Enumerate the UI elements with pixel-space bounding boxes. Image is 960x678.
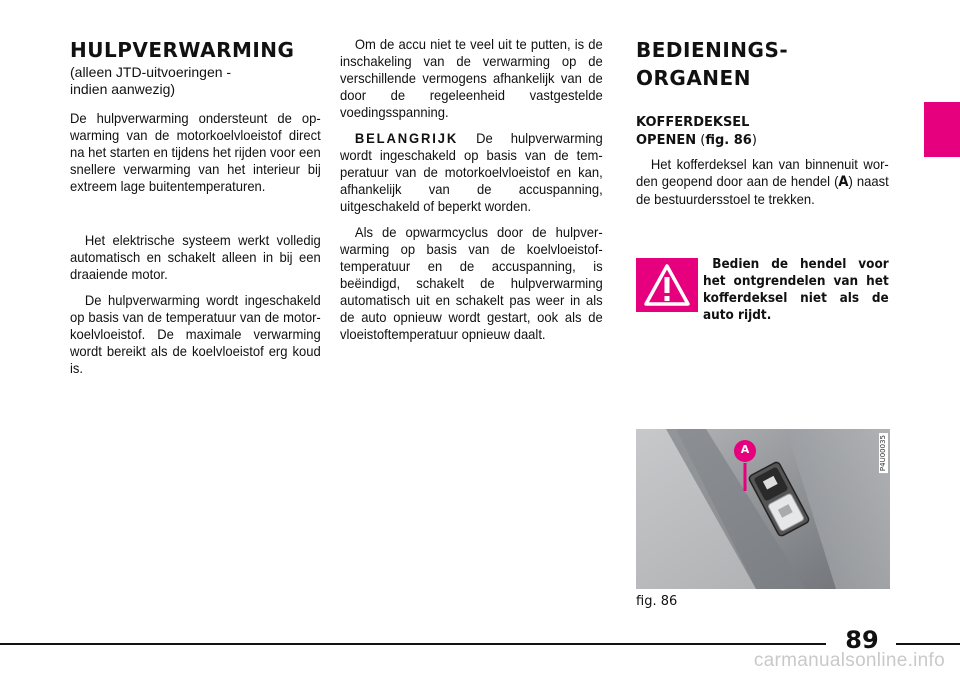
heading-line-1: BEDIENINGS- [636,38,789,62]
heading-subtitle [70,64,322,98]
fig-ref-close: ) [751,133,757,148]
paragraph: De hulpverwarming wordt ingeschakeld op basis van de temperatuur van de motor-koelvloeistof. De maximale verwarming wordt bereikt als de koelvloeistof erg koud is. [70,292,321,376]
heading-hulpverwarming: HULPVERWARMING [70,38,295,62]
subtitle-line-1: (alleen JTD-uitvoeringen - [70,64,232,80]
heading-bedieningsorganen [636,36,890,92]
right-column [636,36,890,217]
heading-line-2: ORGANEN [636,66,751,90]
belangrijk-paragraph [340,130,603,215]
watermark-text: carmanualsonline.info [753,650,945,671]
belangrijk-label: BELANGRIJK [354,130,459,146]
section-tab [924,102,960,157]
left-column [70,36,322,386]
warning-text: Bedien de hendel voor het ontgrendelen van het kofferdeksel niet als de auto rijdt. [702,257,889,323]
paragraph-text: De hulpverwarming wordt ingeschakeld op basis van de tem-peratuur van de motorkoelvloeistof en kan, afhankelijk van de accuspanning, uitgeschakeld of beperkt worden. [340,130,603,214]
subtitle-line-2: indien aanwezig) [70,81,176,97]
paragraph-text: ) naast de bestuurdersstoel te trekken. [636,173,889,207]
footer-rule [896,643,960,645]
paragraph [636,156,889,208]
figure-86-photo [636,429,890,589]
subheading-line-1: KOFFERDEKSEL [636,115,750,130]
lever-letter: A [838,174,849,190]
photo-code: P4U00035 [879,435,887,472]
paragraph: Als de opwarmcyclus door de hulpver-warming op basis van de koelvloeistof-temperatuur en de accuspanning, is beëindigd, schakelt de hulpverwarming automatisch uit en schakelt pas weer in als de auto opnieuw wordt gestart, ook als de vloeistoftemperatuur opnieuw daalt. [340,224,603,342]
footer-rule [0,643,826,645]
page-number: 89 [845,626,879,654]
paragraph: De hulpverwarming ondersteunt de op-warming van de motorkoelvloeistof direct na het starten en tijdens het rijden voor een snellere verwarming van het interieur bij extreem lage buitentemperaturen. [70,110,321,194]
paragraph: Om de accu niet te veel uit te putten, is de inschakeling van de verwarming op de verschillende vermogens afhankelijk van de door de regeleenheid vastgestelde voedingsspanning. [340,36,603,120]
paragraph: Het elektrische systeem werkt volledig automatisch en schakelt alleen in bij een draaiende motor. [70,232,321,282]
fig-reference: fig. 86 [705,133,752,148]
photo-label-a: A [740,443,750,456]
subheading-kofferdeksel [636,114,890,150]
middle-column [340,36,604,352]
subheading-line-2: OPENEN [636,133,697,148]
warning-block [636,256,890,324]
paragraph-text: Het kofferdeksel kan van binnenuit wor-den geopend door aan de hendel ( [636,156,889,189]
fig-ref-open: ( [696,133,706,148]
figure-caption: fig. 86 [636,594,678,609]
